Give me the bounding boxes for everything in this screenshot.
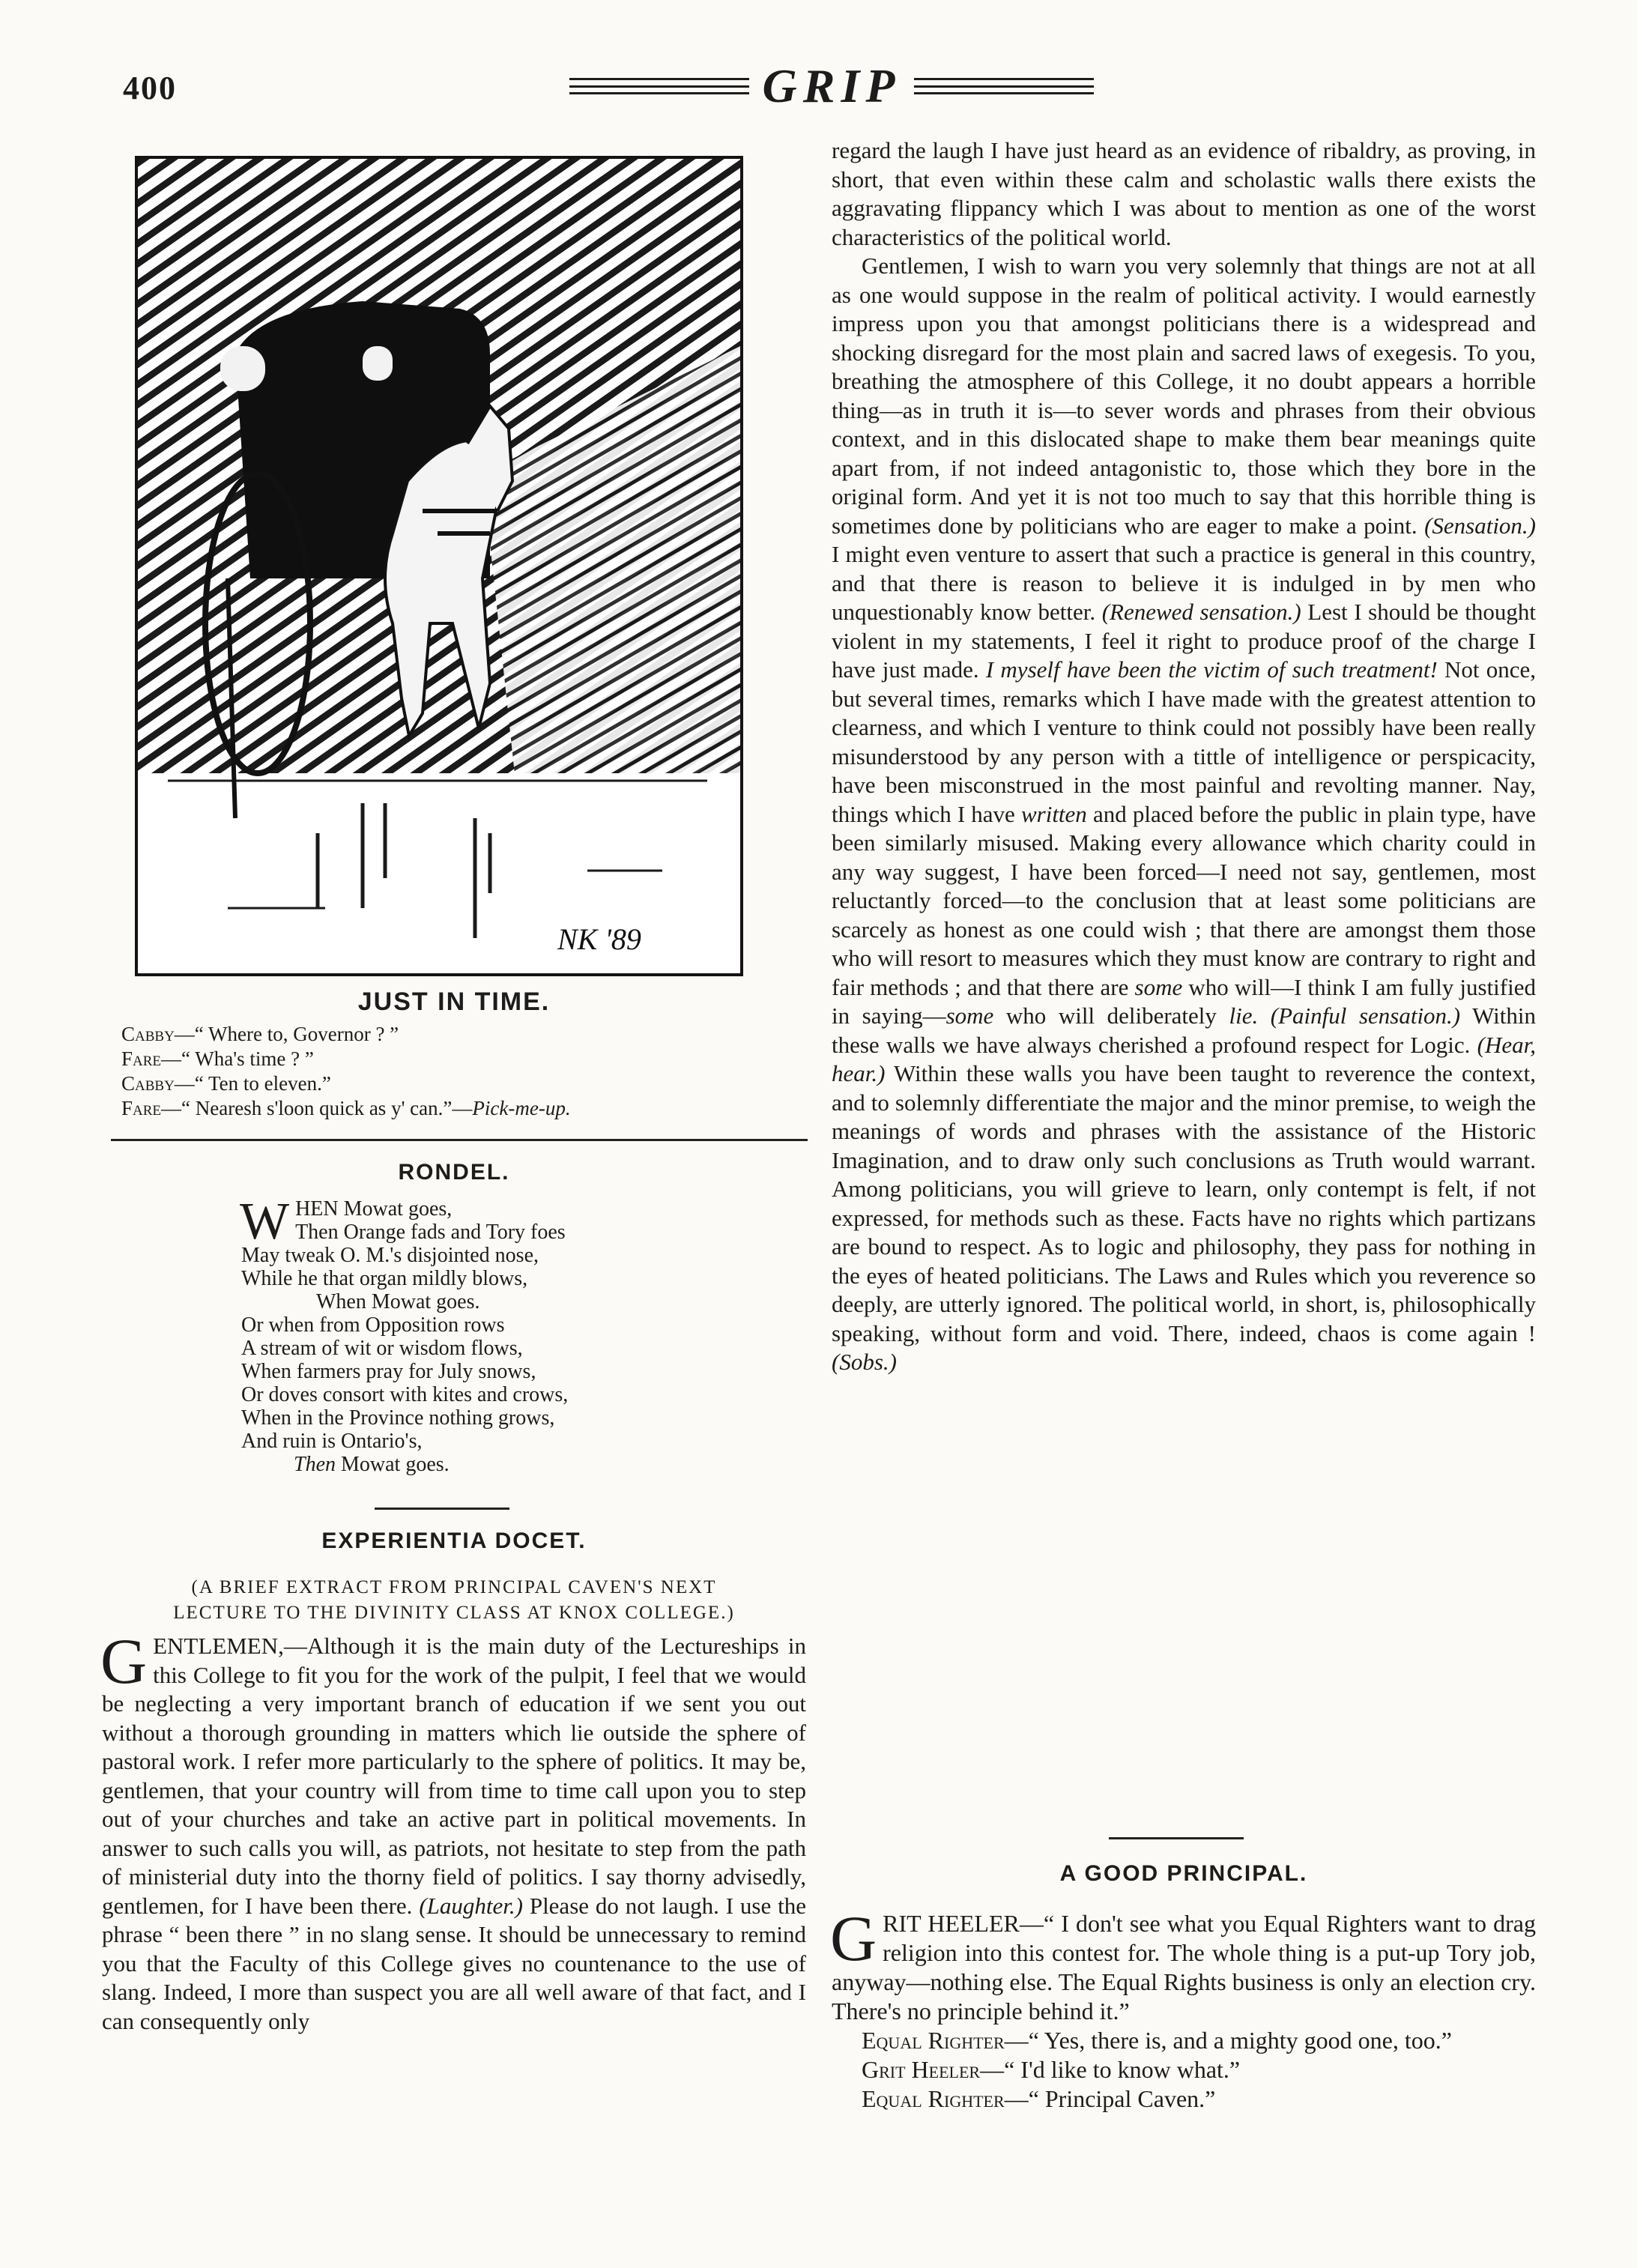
divider — [1109, 1837, 1244, 1839]
dialogue-line: Cabby—“ Ten to eleven.” — [121, 1072, 331, 1095]
experientia-subtitle: (A BRIEF EXTRACT FROM PRINCIPAL CAVEN'S NEXT LECTURE TO THE DIVINITY CLASS AT KNOX COLLEGE.) — [173, 1577, 735, 1623]
poem-line: Then Mowat goes. — [294, 1453, 450, 1476]
experientia-paragraph: Gentlemen, I wish to warn you very solemnly that things are not at all as one would suppose in the realm of political activity. I would earnestly impress upon you that amongst politicians there is a widespread and shocking disregard for the most plain and sacred laws of exegesis. To you, breathing the atmosphere of this College, it no doubt appears a horrible thing—as in truth it is—to sever words and phrases from their obvious context, and in this dislocated shape to make them bear meanings quite apart from, if not indeed antagonistic to, those which they bore in the original form. And yet it is not too much to say that this horrible thing is sometimes done by politicians who are eager to make a point. (Sensation.) I might even venture to assert that such a practice is general in this country, and that there is reason to believe it is indulged in by men who unquestionably know better. (Renewed sensation.) Lest I should be thought violent in my statements, I feel it right to produce proof of the charge I have just made. I myself have been the victim of such treatment! Not once, but several times, remarks which I have made with the greatest attention to clearness, and which I venture to think could not possibly have been really misunderstood by any person with a tittle of intelligence or perspicacity, have been misconstrued in the most painful and revolting manner. Nay, things which I have written and placed before the public in plain type, have been similarly misused. Making every allowance which charity could in any way suggest, I have been forced—I need not say, gentlemen, most reluctantly forced—to the conclusion that at least some politicians are scarcely as honest as one could wish ; that there are amongst them those who will resort to measures which they must know are contrary to right and fair methods ; and that there are some who will—I think I am fully justified in saying—some who will deliberately lie. (Painful sensation.) Within these walls we have always cherished a profound respect for Logic. (Hear, hear.) Within these walls you have been taught to reverence the context, and to solemnly differentiate the major and the minor premise, to weigh the meanings of words and phrases with the assistance of the Historic Imagination, and to draw only such conclusions as Truth would warrant. Among politicians, you will grieve to learn, only contempt is felt, if not expressed, for methods such as these. Facts have no rights which partizans are bound to respect. As to logic and philosophy, they pass for nothing in the eyes of heated politicians. The Laws and Rules which you reverence so deeply, are utterly ignored. The political world, in short, is, philosophically speaking, without form and void. There, indeed, chaos is come again ! (Sobs.) — [832, 252, 1537, 1375]
dialogue-paragraph: Grit Heeler—“ I'd like to know what.” — [862, 2056, 1241, 2083]
cab-illustration — [135, 156, 743, 976]
experientia-left-column — [100, 1625, 807, 2036]
experientia-title: EXPERIENTIA DOCET. — [321, 1528, 587, 1553]
dialogue-paragraph: Equal Righter—“ Yes, there is, and a mighty good one, too.” — [862, 2027, 1452, 2054]
poem-line: Then Orange fads and Tory foes — [295, 1221, 566, 1244]
page-number: 400 — [123, 70, 177, 106]
illustration-dialogue — [121, 1022, 811, 1121]
poem-line: WHEN Mowat goes, — [240, 1193, 453, 1251]
masthead-rule-right — [914, 78, 1094, 94]
masthead — [569, 60, 1094, 112]
poem-line: When in the Province nothing grows, — [241, 1406, 555, 1430]
experientia-paragraph: regard the laugh I have just heard as an evidence of ribaldry, as proving, in short, that even within these calm and scholastic walls there exists the aggravating flippancy which I was about to mention as one of the worst characteristics of the political world. — [832, 137, 1536, 250]
illustration-title: JUST IN TIME. — [357, 988, 551, 1016]
dialogue-line: Cabby—“ Where to, Governor ? ” — [121, 1023, 399, 1045]
poem-line: May tweak O. M.'s disjointed nose, — [241, 1244, 539, 1267]
good-principal-title: A GOOD PRINCIPAL. — [1059, 1861, 1308, 1886]
cab-horse-drawing — [138, 159, 740, 973]
poem-line: Or when from Opposition rows — [241, 1313, 505, 1337]
masthead-rule-left — [569, 78, 749, 94]
dialogue-paragraph: Equal Righter—“ Principal Caven.” — [862, 2085, 1216, 2112]
poem-line: A stream of wit or wisdom flows, — [241, 1337, 523, 1360]
divider — [375, 1508, 509, 1510]
dialogue-line: Fare—“ Nearesh s'loon quick as y' can.”—Pick-me-up. — [121, 1097, 571, 1119]
experientia-paragraph: GENTLEMEN,—Although it is the main duty of the Lectureships in this College to fit you for the work of the pulpit, I feel that we would be neglecting a very important branch of education if we sent you out without a thorough grounding in matters which lie outside the sphere of pastoral work. I refer more particularly to the sphere of politics. It may be, gentlemen, that your country will from time to time call upon you to step out of your churches and take an active part in political movements. In answer to such calls you will, as patriots, not hesitate to step from the path of ministerial duty into the thorny field of politics. I say thorny advisedly, gentlemen, for I have been there. (Laughter.) Please do not laugh. I use the phrase “ been there ” in no slang sense. It should be unnecessary to remind you that the Faculty of this College gives no countenance to the use of slang. Indeed, I more than suspect you are all well aware of that fact, and I can consequently only — [100, 1625, 807, 2034]
masthead-title: GRIP — [762, 59, 901, 112]
rondel-title: RONDEL. — [398, 1160, 510, 1185]
divider — [111, 1139, 808, 1141]
good-principal-text — [830, 1902, 1536, 2114]
poem-line: When farmers pray for July snows, — [241, 1360, 536, 1383]
artist-signature: NK '89 — [557, 922, 641, 956]
poem-line: When Mowat goes. — [316, 1290, 480, 1313]
rondel-poem — [240, 1193, 766, 1476]
poem-line: While he that organ mildly blows, — [241, 1267, 528, 1290]
experientia-right-column — [832, 136, 1536, 1377]
dialogue-line: Fare—“ Wha's time ? ” — [121, 1047, 314, 1070]
poem-line: Or doves consort with kites and crows, — [241, 1383, 569, 1406]
dialogue-paragraph: GRIT HEELER—“ I don't see what you Equal Righters want to drag religion into this contest for. The whole thing is a put-up Tory job, anyway—nothing else. The Equal Rights business is only an election cry. There's no principle behind it.” — [830, 1902, 1536, 2024]
poem-line: And ruin is Ontario's, — [241, 1430, 423, 1453]
